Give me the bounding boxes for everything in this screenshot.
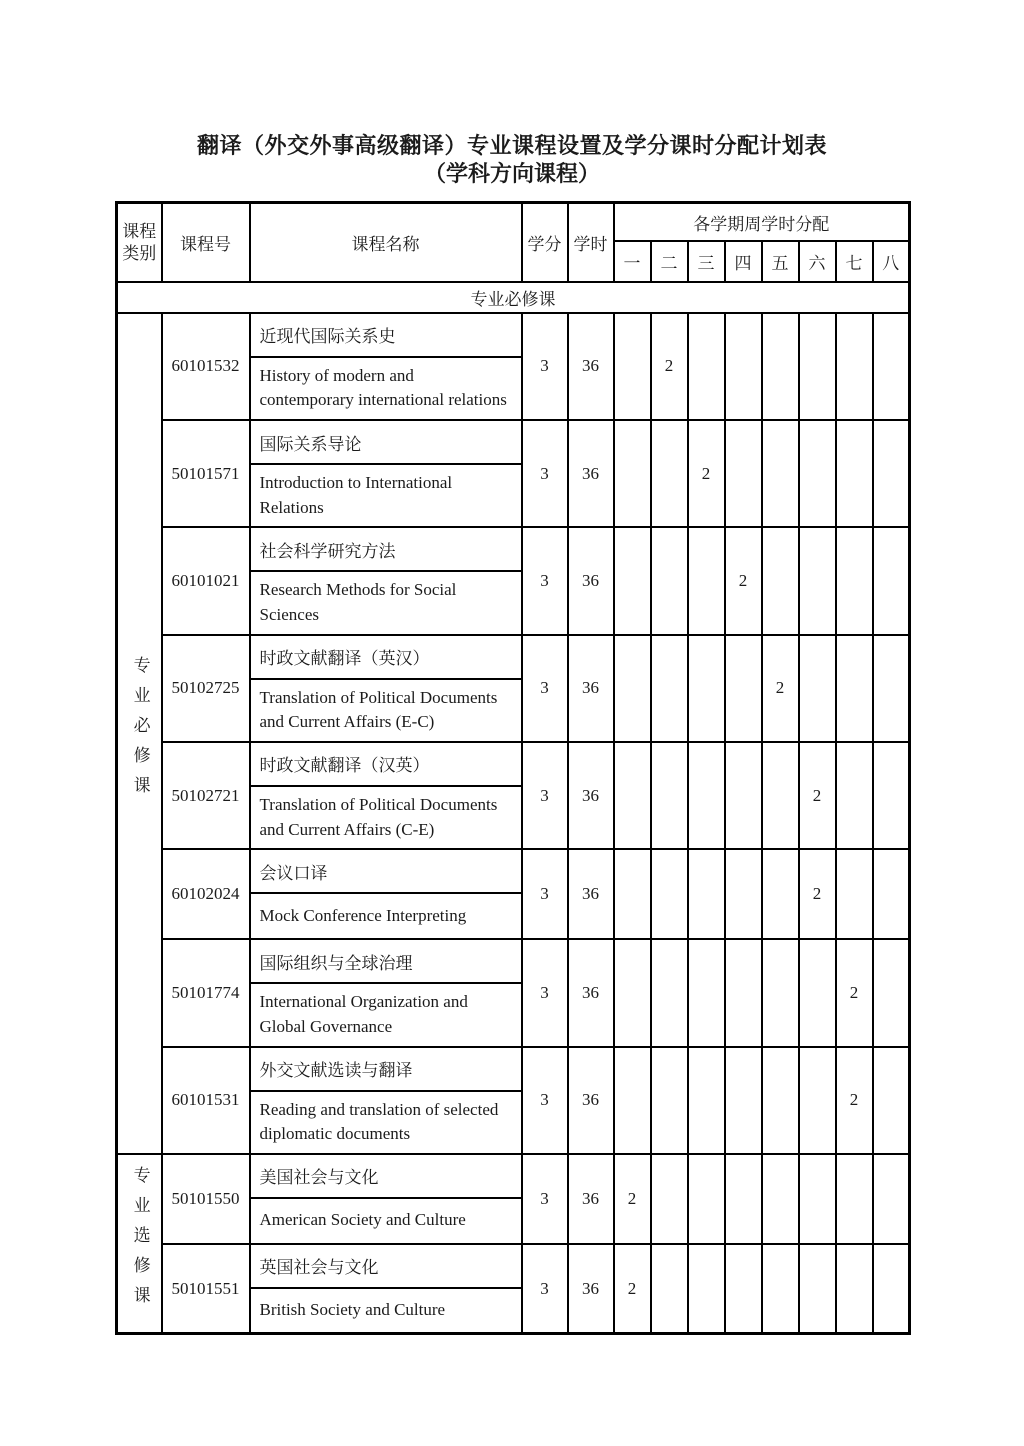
header-semester-group: 各学期周学时分配 [614, 203, 910, 241]
semester-hours-cell [614, 527, 651, 634]
course-number-cell: 60101531 [162, 1047, 250, 1154]
hours-cell: 36 [568, 1244, 614, 1334]
course-name-cn-cell: 外交文献选读与翻译 [250, 1047, 522, 1091]
header-semester-1: 一 [614, 241, 651, 282]
course-name-cn-cell: 会议口译 [250, 849, 522, 893]
credits-cell: 3 [522, 1244, 568, 1334]
semester-hours-cell [873, 1047, 910, 1154]
semester-hours-cell [614, 939, 651, 1046]
page-subtitle: （学科方向课程） [423, 161, 600, 187]
course-row [117, 742, 910, 786]
semester-hours-cell [762, 1154, 799, 1244]
semester-hours-cell [762, 1244, 799, 1334]
course-name-en-cell: Mock Conference Interpreting [250, 893, 522, 939]
semester-hours-cell [873, 635, 910, 742]
course-name-cn-cell: 国际关系导论 [250, 420, 522, 464]
course-number-cell: 50102721 [162, 742, 250, 849]
hours-cell: 36 [568, 635, 614, 742]
page-title: 翻译（外交外事高级翻译）专业课程设置及学分课时分配计划表 [196, 133, 827, 158]
hours-cell: 36 [568, 527, 614, 634]
credits-cell: 3 [522, 939, 568, 1046]
semester-hours-cell: 2 [799, 742, 836, 849]
header-semester-4: 四 [725, 241, 762, 282]
course-row [117, 849, 910, 893]
course-row [117, 939, 910, 983]
credits-cell: 3 [522, 635, 568, 742]
credits-cell: 3 [522, 742, 568, 849]
category-cell [117, 1154, 162, 1334]
credits-cell: 3 [522, 313, 568, 420]
semester-hours-cell [836, 420, 873, 527]
semester-hours-cell [836, 313, 873, 420]
course-name-cn-cell: 社会科学研究方法 [250, 527, 522, 571]
semester-hours-cell [651, 635, 688, 742]
course-name-en-cell: Translation of Political Documents and Current Affairs (E-C) [250, 679, 522, 742]
semester-hours-cell [651, 527, 688, 634]
course-name-en-cell: History of modern and contemporary international relations [250, 357, 522, 420]
header-semester-5: 五 [762, 241, 799, 282]
hours-cell: 36 [568, 420, 614, 527]
semester-hours-cell [873, 742, 910, 849]
curriculum-table [115, 201, 911, 1335]
course-number-cell: 50101571 [162, 420, 250, 527]
course-number-cell: 50101551 [162, 1244, 250, 1334]
course-number-cell: 60101532 [162, 313, 250, 420]
table-header [117, 203, 910, 282]
semester-hours-cell [725, 939, 762, 1046]
semester-hours-cell: 2 [762, 635, 799, 742]
course-name-en-cell: Introduction to International Relations [250, 464, 522, 527]
semester-hours-cell [614, 313, 651, 420]
course-number-cell: 50101550 [162, 1154, 250, 1244]
semester-hours-cell [873, 420, 910, 527]
header-semester-6: 六 [799, 241, 836, 282]
course-number-cell: 60101021 [162, 527, 250, 634]
semester-hours-cell [799, 635, 836, 742]
semester-hours-cell [799, 1047, 836, 1154]
course-name-cn-cell: 时政文献翻译（汉英） [250, 742, 522, 786]
semester-hours-cell [614, 742, 651, 849]
semester-hours-cell [688, 1244, 725, 1334]
course-name-cn-cell: 英国社会与文化 [250, 1244, 522, 1288]
semester-hours-cell [651, 849, 688, 939]
semester-hours-cell [651, 742, 688, 849]
semester-hours-cell [873, 313, 910, 420]
title-block [0, 0, 1024, 188]
semester-hours-cell [614, 849, 651, 939]
credits-cell: 3 [522, 1154, 568, 1244]
semester-hours-cell [873, 527, 910, 634]
course-row [117, 313, 910, 357]
semester-hours-cell [688, 1154, 725, 1244]
header-semester-8: 八 [873, 241, 910, 282]
category-label: 专业必修课 [130, 655, 150, 806]
semester-hours-cell [799, 313, 836, 420]
course-name-en-cell: American Society and Culture [250, 1198, 522, 1244]
header-semester-3: 三 [688, 241, 725, 282]
semester-hours-cell: 2 [688, 420, 725, 527]
semester-hours-cell [762, 527, 799, 634]
semester-hours-cell [762, 849, 799, 939]
course-number-cell: 50102725 [162, 635, 250, 742]
course-row [117, 635, 910, 679]
semester-hours-cell [762, 1047, 799, 1154]
semester-hours-cell [836, 1154, 873, 1244]
semester-hours-cell [873, 1154, 910, 1244]
credits-cell: 3 [522, 527, 568, 634]
course-name-cn-cell: 近现代国际关系史 [250, 313, 522, 357]
header-category: 课程类别 [117, 203, 162, 282]
semester-hours-cell [688, 939, 725, 1046]
course-name-cn-cell: 国际组织与全球治理 [250, 939, 522, 983]
semester-hours-cell [688, 1047, 725, 1154]
semester-hours-cell [873, 1244, 910, 1334]
semester-hours-cell: 2 [614, 1244, 651, 1334]
semester-hours-cell [688, 313, 725, 420]
hours-cell: 36 [568, 849, 614, 939]
header-semester-2: 二 [651, 241, 688, 282]
section-band: 专业必修课 [117, 282, 910, 313]
semester-hours-cell: 2 [651, 313, 688, 420]
course-row [117, 1154, 910, 1198]
semester-hours-cell: 2 [836, 1047, 873, 1154]
course-row [117, 527, 910, 571]
semester-hours-cell [725, 635, 762, 742]
table-body [117, 282, 910, 1334]
semester-hours-cell [688, 849, 725, 939]
hours-cell: 36 [568, 313, 614, 420]
course-row [117, 1047, 910, 1091]
semester-hours-cell: 2 [836, 939, 873, 1046]
semester-hours-cell [836, 635, 873, 742]
semester-hours-cell [688, 742, 725, 849]
course-name-cn-cell: 时政文献翻译（英汉） [250, 635, 522, 679]
semester-hours-cell: 2 [614, 1154, 651, 1244]
hours-cell: 36 [568, 742, 614, 849]
course-name-en-cell: British Society and Culture [250, 1288, 522, 1334]
semester-hours-cell [799, 1154, 836, 1244]
semester-hours-cell [614, 1047, 651, 1154]
course-name-cn-cell: 美国社会与文化 [250, 1154, 522, 1198]
course-number-cell: 50101774 [162, 939, 250, 1046]
semester-hours-cell [725, 1047, 762, 1154]
course-row [117, 1244, 910, 1288]
semester-hours-cell [651, 1047, 688, 1154]
semester-hours-cell [873, 939, 910, 1046]
header-row-top [117, 203, 910, 241]
credits-cell: 3 [522, 849, 568, 939]
header-course-no: 课程号 [162, 203, 250, 282]
semester-hours-cell [614, 635, 651, 742]
semester-hours-cell [836, 849, 873, 939]
credits-cell: 3 [522, 420, 568, 527]
semester-hours-cell [688, 527, 725, 634]
semester-hours-cell [651, 939, 688, 1046]
semester-hours-cell [836, 527, 873, 634]
semester-hours-cell [873, 849, 910, 939]
semester-hours-cell [762, 742, 799, 849]
semester-hours-cell [725, 420, 762, 527]
hours-cell: 36 [568, 939, 614, 1046]
course-number-cell: 60102024 [162, 849, 250, 939]
header-semester-7: 七 [836, 241, 873, 282]
semester-hours-cell [651, 420, 688, 527]
semester-hours-cell [799, 527, 836, 634]
semester-hours-cell [725, 1154, 762, 1244]
hours-cell: 36 [568, 1047, 614, 1154]
header-credits: 学分 [522, 203, 568, 282]
semester-hours-cell [725, 313, 762, 420]
semester-hours-cell [836, 1244, 873, 1334]
semester-hours-cell [799, 939, 836, 1046]
semester-hours-cell [762, 420, 799, 527]
header-hours: 学时 [568, 203, 614, 282]
course-name-en-cell: Translation of Political Documents and Current Affairs (C-E) [250, 786, 522, 849]
header-course-name: 课程名称 [250, 203, 522, 282]
category-label: 专业选修课 [130, 1166, 150, 1317]
semester-hours-cell: 2 [725, 527, 762, 634]
semester-hours-cell [799, 420, 836, 527]
course-name-en-cell: International Organization and Global Governance [250, 983, 522, 1046]
semester-hours-cell [762, 939, 799, 1046]
hours-cell: 36 [568, 1154, 614, 1244]
semester-hours-cell [799, 1244, 836, 1334]
course-name-en-cell: Reading and translation of selected diplomatic documents [250, 1091, 522, 1154]
semester-hours-cell [725, 849, 762, 939]
semester-hours-cell [762, 313, 799, 420]
semester-hours-cell [651, 1154, 688, 1244]
credits-cell: 3 [522, 1047, 568, 1154]
semester-hours-cell [725, 1244, 762, 1334]
semester-hours-cell [688, 635, 725, 742]
semester-hours-cell [614, 420, 651, 527]
semester-hours-cell: 2 [799, 849, 836, 939]
category-cell [117, 313, 162, 1154]
semester-hours-cell [725, 742, 762, 849]
course-row [117, 420, 910, 464]
semester-hours-cell [836, 742, 873, 849]
course-name-en-cell: Research Methods for Social Sciences [250, 571, 522, 634]
section-band-row [117, 282, 910, 313]
semester-hours-cell [651, 1244, 688, 1334]
